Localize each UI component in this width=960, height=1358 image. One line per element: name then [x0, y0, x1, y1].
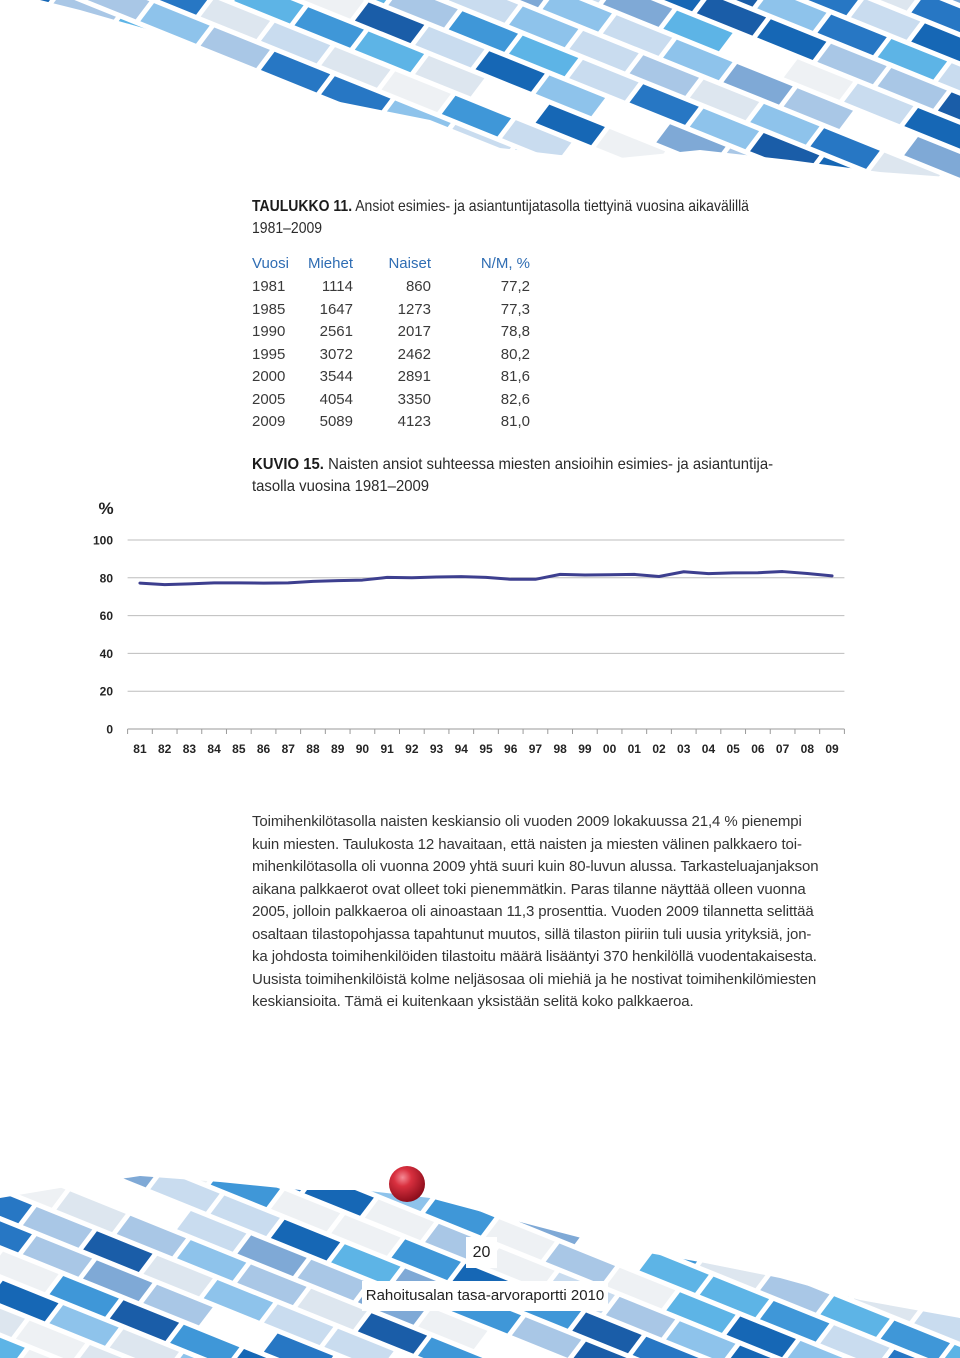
body-text-line: aikana palkkaerot ovat olleet toki pienemmätkin. Paras tilanne näyttää olleen vuonna — [252, 880, 806, 898]
cell-women: 3350 — [397, 390, 431, 408]
cell-ratio: 78,8 — [500, 323, 530, 340]
mosaic-tile — [734, 1203, 803, 1244]
body-text-line: ka johdosta toimihenkilöiden tilastoitu määrä lisääntyi 370 henkilöllä vuodentakaisesta. — [252, 948, 817, 965]
body-text-line: Uusista toimihenkilöistä kolme neljäsosaa oli miehiä ja he nostivat toimihenkilömiesten — [252, 970, 817, 988]
y-tick-label: 60 — [99, 609, 113, 624]
body-text-line: osaltaan tilastopohjassa tapahtunut muutos, sillä tilaston piiriin tuli uusia yrityksiä, jon- — [252, 925, 812, 943]
mosaic-tile — [801, 1158, 870, 1183]
header-year: Vuosi — [252, 255, 289, 272]
mosaic-tile — [73, 92, 142, 133]
mosaic-tile — [519, 1175, 588, 1216]
mosaic-tile — [0, 157, 15, 198]
mosaic-tile — [0, 1183, 32, 1224]
mosaic-tile — [948, 1231, 960, 1272]
y-tick-label: 80 — [99, 571, 113, 586]
table-row — [252, 412, 532, 432]
cell-ratio: 81,0 — [500, 413, 530, 430]
x-tick-label: 89 — [331, 742, 345, 756]
cell-year: 1995 — [252, 345, 286, 363]
table-row — [252, 345, 532, 365]
mosaic-tile — [767, 1158, 836, 1199]
mosaic-tile — [827, 1212, 896, 1253]
mosaic-tile — [100, 132, 169, 173]
mosaic-tile — [408, 170, 477, 201]
cell-women: 2462 — [397, 345, 431, 363]
decorative-mosaic-top — [0, 0, 960, 200]
mosaic-tile — [73, 63, 142, 104]
earnings-table — [252, 254, 542, 439]
mosaic-tile — [184, 1158, 253, 1167]
table-row — [252, 390, 532, 410]
mosaic-tile — [871, 182, 940, 200]
x-tick-label: 92 — [405, 742, 419, 756]
cell-ratio: 80,2 — [500, 345, 530, 363]
x-tick-label: 01 — [627, 742, 641, 756]
x-tick-label: 94 — [454, 742, 468, 756]
mosaic-tile — [623, 169, 692, 200]
mosaic-tile — [854, 1252, 923, 1293]
mosaic-tile — [767, 1187, 836, 1228]
table-row — [252, 367, 532, 387]
mosaic-tile — [0, 128, 15, 169]
mosaic-tile — [673, 1179, 742, 1220]
cell-men: 1114 — [321, 278, 353, 295]
x-tick-label: 06 — [751, 742, 765, 756]
table-title-line-2: 1981–2009 — [252, 220, 323, 237]
mosaic-tile — [194, 112, 263, 153]
mosaic-tile — [167, 72, 236, 113]
mosaic-tile — [0, 15, 22, 56]
mosaic-tile — [0, 84, 49, 125]
mosaic-tile — [492, 1158, 561, 1175]
mosaic-tile — [150, 1171, 219, 1212]
mosaic-tile — [90, 1158, 159, 1187]
mosaic-tile — [955, 1158, 960, 1187]
header-men: Miehet — [307, 255, 353, 272]
mosaic-tile — [673, 1208, 742, 1249]
mosaic-tile — [656, 153, 725, 194]
cell-women: 2891 — [397, 368, 431, 385]
mosaic-tile — [254, 166, 323, 201]
mosaic-tile — [613, 1183, 682, 1224]
mosaic-tile — [39, 137, 108, 178]
mosaic-tile — [40, 108, 109, 149]
cell-ratio: 77,3 — [500, 300, 530, 318]
mosaic-tile — [107, 48, 176, 89]
cell-ratio: 81,6 — [500, 368, 530, 385]
cell-year: 2005 — [252, 390, 286, 408]
x-tick-label: 07 — [775, 742, 790, 756]
mosaic-tile — [707, 1158, 776, 1175]
mosaic-tile — [133, 117, 202, 158]
mosaic-tile — [459, 1158, 528, 1191]
mosaic-tile — [254, 136, 323, 177]
mosaic-tile — [244, 1158, 313, 1162]
mosaic-tile — [66, 177, 135, 200]
body-text-line: 2005, jolloin palkkaeroa oli ainoastaan 11,3 prosenttia. Vuoden 2009 tilannetta selittää — [252, 903, 814, 920]
header-ratio: N/M, % — [480, 255, 530, 272]
mosaic-tile — [948, 1260, 960, 1301]
body-text-line: kuin miesten. Taulukosta 12 havaitaan, että naisten ja miesten välinen palkkaero toi- — [252, 835, 802, 853]
mosaic-tile — [30, 1158, 99, 1163]
mosaic-tile — [895, 1158, 960, 1163]
x-tick-label: 83 — [182, 742, 197, 756]
x-tick-label: 05 — [726, 742, 740, 756]
mosaic-tile — [579, 1199, 648, 1240]
mosaic-tile — [227, 97, 296, 138]
table-body — [252, 277, 532, 437]
mosaic-tile — [861, 1158, 930, 1179]
mosaic-tile — [828, 1183, 897, 1224]
mosaic-tile — [921, 1162, 960, 1203]
mosaic-tile — [194, 141, 263, 182]
body-text-line: mihenkilötasolla oli vuonna 2009 yhtä suuri kuin 80-luvun alussa. Tarkasteluajanjakson — [252, 858, 819, 875]
mosaic-tile — [170, 1325, 239, 1358]
mosaic-tile — [888, 1236, 957, 1277]
line-chart — [80, 490, 860, 770]
figure-title — [252, 455, 773, 475]
x-axis — [128, 729, 845, 756]
table-title-text: Ansiot esimies- ja asiantuntijatasolla tiettyinä vuosina aikavälillä — [355, 198, 749, 215]
cell-women: 2017 — [397, 323, 431, 340]
figure-title-text: Naisten ansiot suhteessa miesten ansioihin esimies- ja asiantuntija- — [328, 456, 774, 473]
y-tick-label: 100 — [92, 533, 113, 548]
y-axis-unit-label: % — [98, 499, 114, 518]
body-text-line: Toimihenkilötasolla naisten keskiansio oli vuoden 2009 lokakuussa 21,4 % pienempi — [252, 813, 802, 830]
mosaic-tile — [794, 1227, 863, 1268]
chart-grid — [93, 534, 844, 737]
y-tick-label: 0 — [106, 722, 113, 737]
mosaic-tile — [348, 145, 417, 186]
mosaic-tile — [133, 88, 202, 129]
x-tick-label: 85 — [232, 742, 246, 756]
y-tick-label: 40 — [99, 646, 113, 661]
mosaic-tile — [160, 157, 229, 198]
x-tick-label: 02 — [652, 742, 666, 756]
table-row — [252, 277, 532, 297]
mosaic-tile — [100, 161, 169, 200]
cell-men: 3072 — [319, 345, 353, 363]
mosaic-tile — [861, 1167, 930, 1208]
cell-ratio: 82,6 — [500, 390, 530, 408]
x-tick-label: 97 — [528, 742, 543, 756]
cell-men: 4054 — [319, 390, 353, 408]
mosaic-tile — [13, 39, 82, 80]
x-tick-label: 03 — [677, 742, 691, 756]
mosaic-tile — [288, 121, 357, 162]
x-tick-label: 95 — [479, 742, 493, 756]
mosaic-tile — [46, 23, 115, 64]
mosaic-tile — [596, 129, 665, 170]
cell-women: 4123 — [397, 413, 431, 430]
mosaic-tile — [0, 0, 56, 11]
mosaic-tile — [553, 1158, 622, 1171]
mosaic-tile — [740, 1158, 809, 1159]
x-tick-label: 98 — [553, 742, 567, 756]
table-title — [252, 197, 749, 217]
figure-title-line-2: tasolla vuosina 1981–2009 — [252, 478, 430, 495]
red-sphere-ornament — [389, 1166, 425, 1202]
cell-men: 3544 — [319, 368, 353, 385]
mosaic-tile — [733, 1232, 802, 1273]
x-tick-label: 86 — [256, 742, 271, 756]
mosaic-tile — [837, 197, 906, 200]
mosaic-tile — [0, 113, 49, 154]
cell-women: 860 — [405, 278, 431, 295]
mosaic-tile — [13, 68, 82, 109]
table-row — [252, 322, 532, 342]
y-tick-label: 20 — [99, 684, 113, 699]
x-tick-label: 00 — [602, 742, 617, 756]
cell-men: 5089 — [319, 413, 353, 430]
x-tick-label: 96 — [504, 742, 518, 756]
mosaic-tile — [160, 186, 229, 200]
mosaic-tile — [399, 1158, 468, 1167]
mosaic-tile — [647, 1158, 716, 1179]
report-footer-title: Rahoitusalan tasa-arvoraportti 2010 — [362, 1281, 608, 1311]
mosaic-tile — [888, 1207, 957, 1248]
body-text-line: keskiansioita. Tämä ei kuitenkaan yksistään selitä koko palkkaeroa. — [252, 993, 694, 1010]
page-number: 20 — [466, 1237, 497, 1268]
table-row — [252, 300, 532, 320]
figure-title-prefix: KUVIO 15. — [252, 456, 324, 473]
cell-men: 2561 — [319, 323, 353, 340]
mosaic-tile — [408, 140, 477, 181]
header-women: Naiset — [388, 255, 431, 272]
cell-year: 2009 — [252, 413, 286, 430]
x-tick-label: 81 — [133, 742, 147, 756]
cell-ratio: 77,2 — [500, 278, 530, 295]
x-tick-label: 93 — [429, 742, 444, 756]
mosaic-tile — [553, 1159, 622, 1200]
body-paragraph — [252, 811, 872, 1031]
mosaic-tile — [931, 177, 960, 200]
cell-women: 1273 — [397, 300, 431, 318]
mosaic-tile — [0, 1158, 66, 1179]
x-tick-label: 84 — [207, 742, 221, 756]
mosaic-tile — [348, 116, 417, 157]
mosaic-tile — [314, 161, 383, 200]
x-tick-label: 82 — [157, 742, 172, 756]
mosaic-tile — [468, 165, 537, 200]
x-tick-label: 09 — [825, 742, 839, 756]
x-tick-label: 87 — [281, 742, 295, 756]
cell-men: 1647 — [319, 300, 353, 318]
x-tick-label: 91 — [380, 742, 394, 756]
mosaic-tile — [305, 1158, 374, 1187]
mosaic-tile — [921, 1191, 960, 1232]
cell-year: 1985 — [252, 300, 286, 318]
mosaic-tile — [442, 96, 511, 137]
cell-year: 1990 — [252, 323, 286, 340]
x-tick-label: 99 — [578, 742, 592, 756]
cell-year: 1981 — [252, 278, 286, 295]
mosaic-tile — [914, 1276, 960, 1317]
mosaic-tile — [613, 1158, 682, 1195]
x-tick-label: 04 — [701, 742, 716, 756]
mosaic-tile — [502, 149, 571, 190]
mosaic-tile — [6, 182, 75, 200]
table-header-row — [252, 254, 532, 274]
x-tick-label: 88 — [306, 742, 320, 756]
table-title-prefix: TAULUKKO 11. — [252, 198, 353, 215]
mosaic-tile — [6, 153, 75, 194]
x-tick-label: 08 — [800, 742, 815, 756]
cell-year: 2000 — [252, 368, 286, 385]
mosaic-tile — [0, 1158, 5, 1183]
mosaic-tile — [707, 1163, 776, 1204]
mosaic-tile — [0, 197, 42, 200]
x-tick-label: 90 — [355, 742, 370, 756]
mosaic-tile — [0, 0, 56, 40]
